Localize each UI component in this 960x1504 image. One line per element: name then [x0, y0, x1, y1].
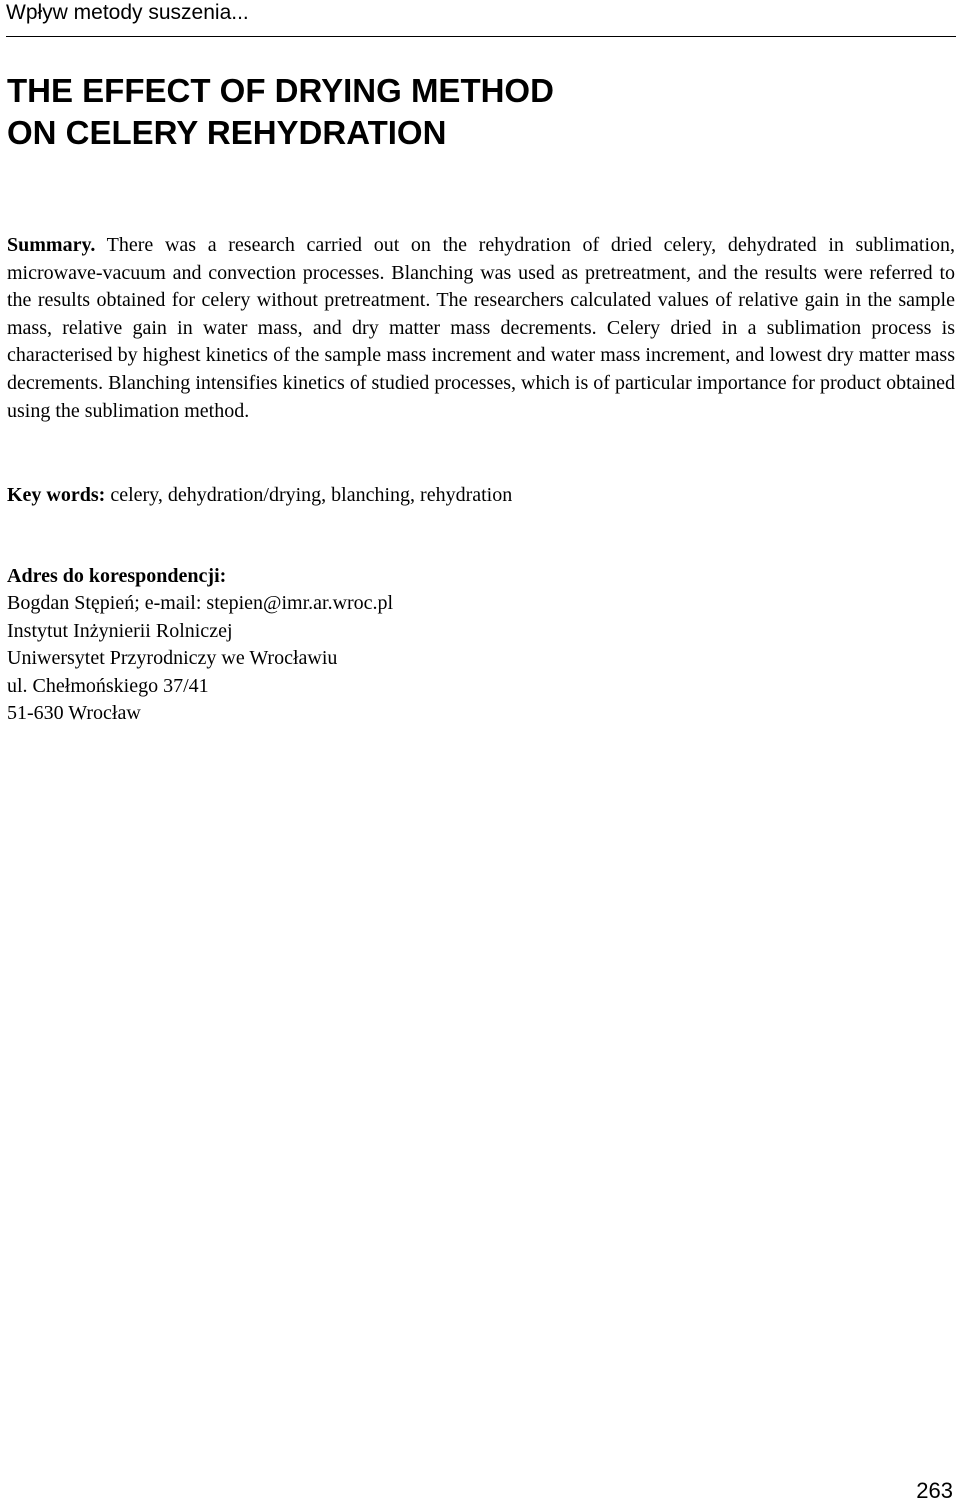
address-label	[7, 563, 955, 590]
article-title	[7, 70, 554, 154]
address-line-institute: Instytut Inżynierii Rolniczej	[7, 619, 233, 642]
address-line-city: 51-630 Wrocław	[7, 702, 141, 725]
address-line-university: Uniwersytet Przyrodniczy we Wrocławiu	[7, 647, 338, 670]
page-number: 263	[916, 1478, 953, 1503]
address-line-street: ul. Chełmońskiego 37/41	[7, 674, 209, 697]
article-title-line-1: THE EFFECT OF DRYING METHOD	[7, 72, 554, 109]
summary-paragraph	[7, 232, 955, 425]
summary-label: Summary.	[7, 234, 96, 256]
keywords-text: celery, dehydration/drying, blanching, rehydration	[110, 484, 513, 506]
running-header: Wpływ metody suszenia...	[6, 1, 249, 24]
keywords-label: Key words:	[7, 484, 106, 506]
correspondence-address	[7, 563, 955, 727]
header-rule	[6, 36, 956, 37]
article-title-line-2: ON CELERY REHYDRATION	[7, 114, 447, 151]
address-line-author: Bogdan Stępień; e-mail: stepien@imr.ar.wroc.pl	[7, 592, 394, 615]
summary-text: There was a research carried out on the rehydration of dried celery, dehydrated in sublimation, microwave-vacuum and convection processes. Blanching was used as pretreatment, and the results were referred to the results obtained for celery without pretreatment. The researchers calculated values of relative gain in the sample mass, relative gain in water mass, and dry matter mass decrements. Celery dried in a sublimation process is characterised by highest kinetics of the sample mass increment and water mass increment, and lowest dry matter mass decrements. Blanching intensifies kinetics of studied processes, which is of particular importance for product obtained using the sublimation method.	[7, 234, 956, 422]
address-label-text: Adres do korespondencji:	[7, 565, 227, 587]
keywords-paragraph	[7, 482, 955, 510]
